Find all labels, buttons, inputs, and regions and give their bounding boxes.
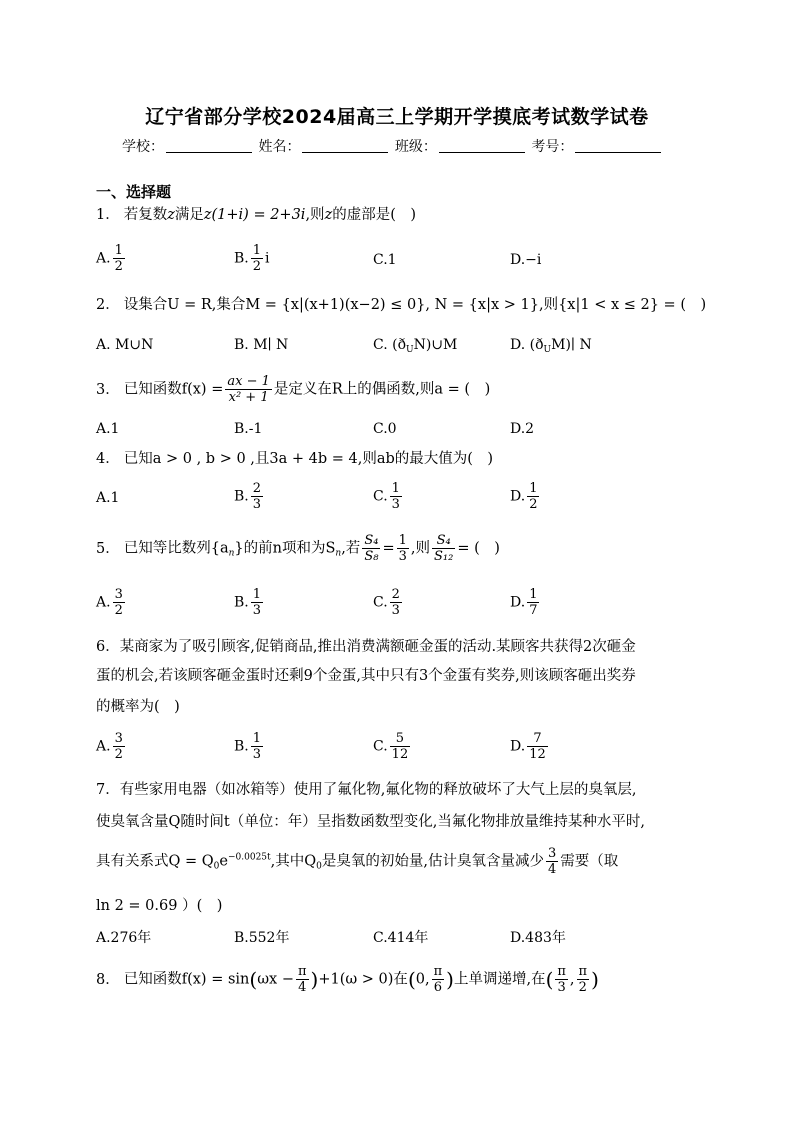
option-a[interactable]: A. M∪N xyxy=(96,337,154,353)
option-b[interactable]: B.-1 xyxy=(234,421,263,437)
exam-no-blank[interactable] xyxy=(575,138,661,153)
option-d[interactable]: D.483年 xyxy=(510,930,566,946)
class-label: 班级： xyxy=(394,139,437,155)
question-5: 5． 已知等比数列$\{a_n\}$的前n项和为$S_n$,若 $\frac{\text{S₄}}{\text{S₈}}$ = $\frac{1}{3}$ ,则 $\frac{\text{S₄}}{\text{S₁₂}}$ = ( ) xyxy=(96,533,500,564)
question-6-line-3: 的概率为( ) xyxy=(96,699,180,715)
option-b[interactable]: B. $\frac{1}{3}$ xyxy=(234,731,262,762)
question-4: 4． 已知a > 0 , b > 0 ,且3a + 4b = 4,则ab的最大值为( ) xyxy=(96,451,494,467)
question-7-line-1: 7．有些家用电器（如冰箱等）使用了氟化物,氟化物的释放破坏了大气上层的臭氧层, xyxy=(96,782,637,798)
option-a[interactable]: A.276年 xyxy=(96,930,152,946)
option-d[interactable]: D. $\frac{1}{7}$ xyxy=(510,587,538,618)
question-7-line-4: ln 2 = 0.69 ）( ) xyxy=(96,898,223,914)
question-6-line-1: 6．某商家为了吸引顾客,促销商品,推出消费满额砸金蛋的活动.某顾客共获得2次砸金 xyxy=(96,639,636,655)
option-b[interactable]: B. M∣ N xyxy=(234,337,289,353)
school-blank[interactable] xyxy=(166,138,252,153)
option-c[interactable]: C. $(ð_UN)\cup M$ xyxy=(373,337,458,355)
option-b[interactable]: B. $\frac{1}{2}$ i xyxy=(234,243,270,274)
exam-no-label: 考号： xyxy=(531,139,574,155)
name-blank[interactable] xyxy=(302,138,388,153)
name-label: 姓名： xyxy=(258,139,301,155)
option-a[interactable]: A.1 xyxy=(96,490,120,506)
question-6-line-2: 蛋的机会,若该顾客砸金蛋时还剩9个金蛋,其中只有3个金蛋有奖券,则该顾客砸出奖券 xyxy=(96,668,636,684)
option-d[interactable]: D.2 xyxy=(510,421,535,437)
school-label: 学校： xyxy=(122,139,164,155)
option-c[interactable]: C.1 xyxy=(373,252,397,268)
option-a[interactable]: A.1 xyxy=(96,421,120,437)
question-2: 2． 设集合U = R,集合M = {x|(x+1)(x−2) ≤ 0}, N = {x|x > 1},则{x|1 < x ≤ 2} = ( ) xyxy=(96,297,707,313)
page-title: 辽宁省部分学校2024届高三上学期开学摸底考试数学试卷 xyxy=(145,106,649,128)
question-7-line-3: 具有关系式$Q = Q_0e^{-0.0025t}$,其中$Q_0$是臭氧的初始量,估计臭氧含量减少 $\frac{3}{4}$ 需要（取 xyxy=(96,846,619,877)
option-a[interactable]: A. $\frac{3}{2}$ xyxy=(96,731,123,762)
option-b[interactable]: B. $\frac{2}{3}$ xyxy=(234,481,262,512)
option-c[interactable]: C. $\frac{1}{3}$ xyxy=(373,481,400,512)
option-c[interactable]: C. $\frac{5}{12}$ xyxy=(373,731,409,762)
option-d[interactable]: D. $(ð_UM)∣$ N xyxy=(510,337,592,355)
option-c[interactable]: C.414年 xyxy=(373,930,429,946)
option-b[interactable]: B. $\frac{1}{3}$ xyxy=(234,587,262,618)
option-d[interactable]: D. $\frac{7}{12}$ xyxy=(510,731,546,762)
option-a[interactable]: A. $\frac{3}{2}$ xyxy=(96,587,123,618)
option-b[interactable]: B.552年 xyxy=(234,930,290,946)
question-8: 8． 已知函数f(x) = sin(ωx − $\frac{\pi}{4}$ )+1(ω > 0)在(0, $\frac{\pi}{6}$ )上单调递增,在( $\frac{\pi}{3}$ , $\frac{\pi}{2}$ ) xyxy=(96,964,599,995)
question-7-line-2: 使臭氧含量Q随时间t（单位：年）呈指数函数型变化,当氟化物排放量维持某种水平时, xyxy=(96,814,645,830)
option-c[interactable]: C. $\frac{2}{3}$ xyxy=(373,587,400,618)
option-a[interactable]: A. $\frac{1}{2}$ xyxy=(96,243,123,274)
student-info-line xyxy=(122,136,663,156)
option-d[interactable]: D. $\frac{1}{2}$ xyxy=(510,481,538,512)
option-d[interactable]: D.−i xyxy=(510,252,542,268)
section-heading: 一、选择题 xyxy=(96,183,172,201)
question-3: 3． 已知函数f(x) = $\frac{ax - 1}{\text{x² + 1}}$ 是定义在R上的偶函数,则a = ( ) xyxy=(96,374,491,405)
class-blank[interactable] xyxy=(439,138,525,153)
option-c[interactable]: C.0 xyxy=(373,421,397,437)
question-1: 1． 若复数z满足z(1+i) = 2+3i,则z的虚部是( ) xyxy=(96,207,417,223)
